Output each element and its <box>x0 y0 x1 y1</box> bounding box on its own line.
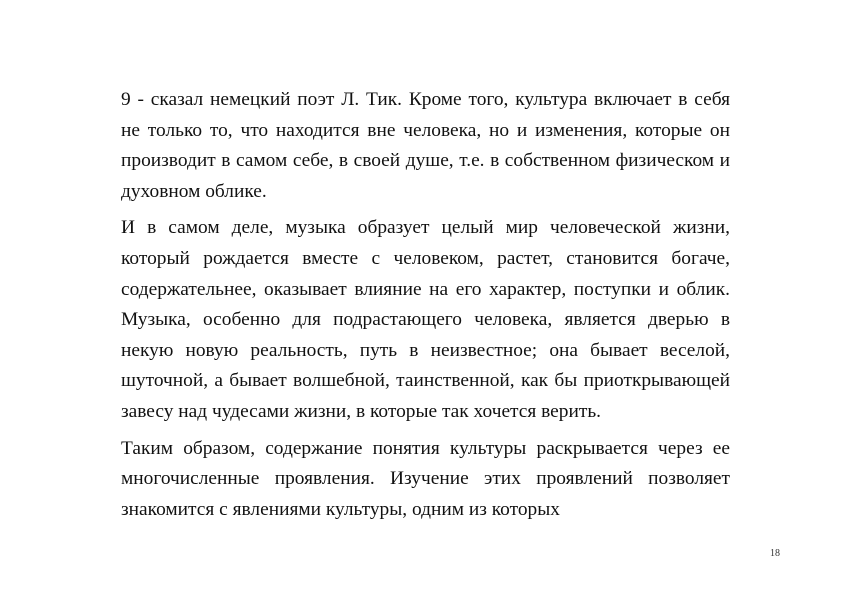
page-number: 18 <box>770 548 780 559</box>
body-text <box>121 85 730 531</box>
paragraph-3: Таким образом, содержание понятия культуры раскрывается через ее многочисленные проявления. Изучение этих проявлений позволяет знакомится с явлениями культуры, одним из которых <box>121 437 730 520</box>
paragraph-1: 9 - сказал немецкий поэт Л. Тик. Кроме того, культура включает в себя не только то, что находится вне человека, но и изменения, которые он производит в самом себе, в своей душе, т.е. в собственном физическом и духовном облике. <box>121 89 730 202</box>
paragraph-2: И в самом деле, музыка образует целый мир человеческой жизни, который рождается вместе с человеком, растет, становится богаче, содержательнее, оказывает влияние на его характер, поступки и облик. Музыка, особенно для подрастающего человека, является дверью в некую новую реальность, путь в неизвестное; она бывает веселой, шуточной, а бывает волшебной, таинственной, как бы приоткрывающей завесу над чудесами жизни, в которые так хочется верить. <box>121 217 730 422</box>
